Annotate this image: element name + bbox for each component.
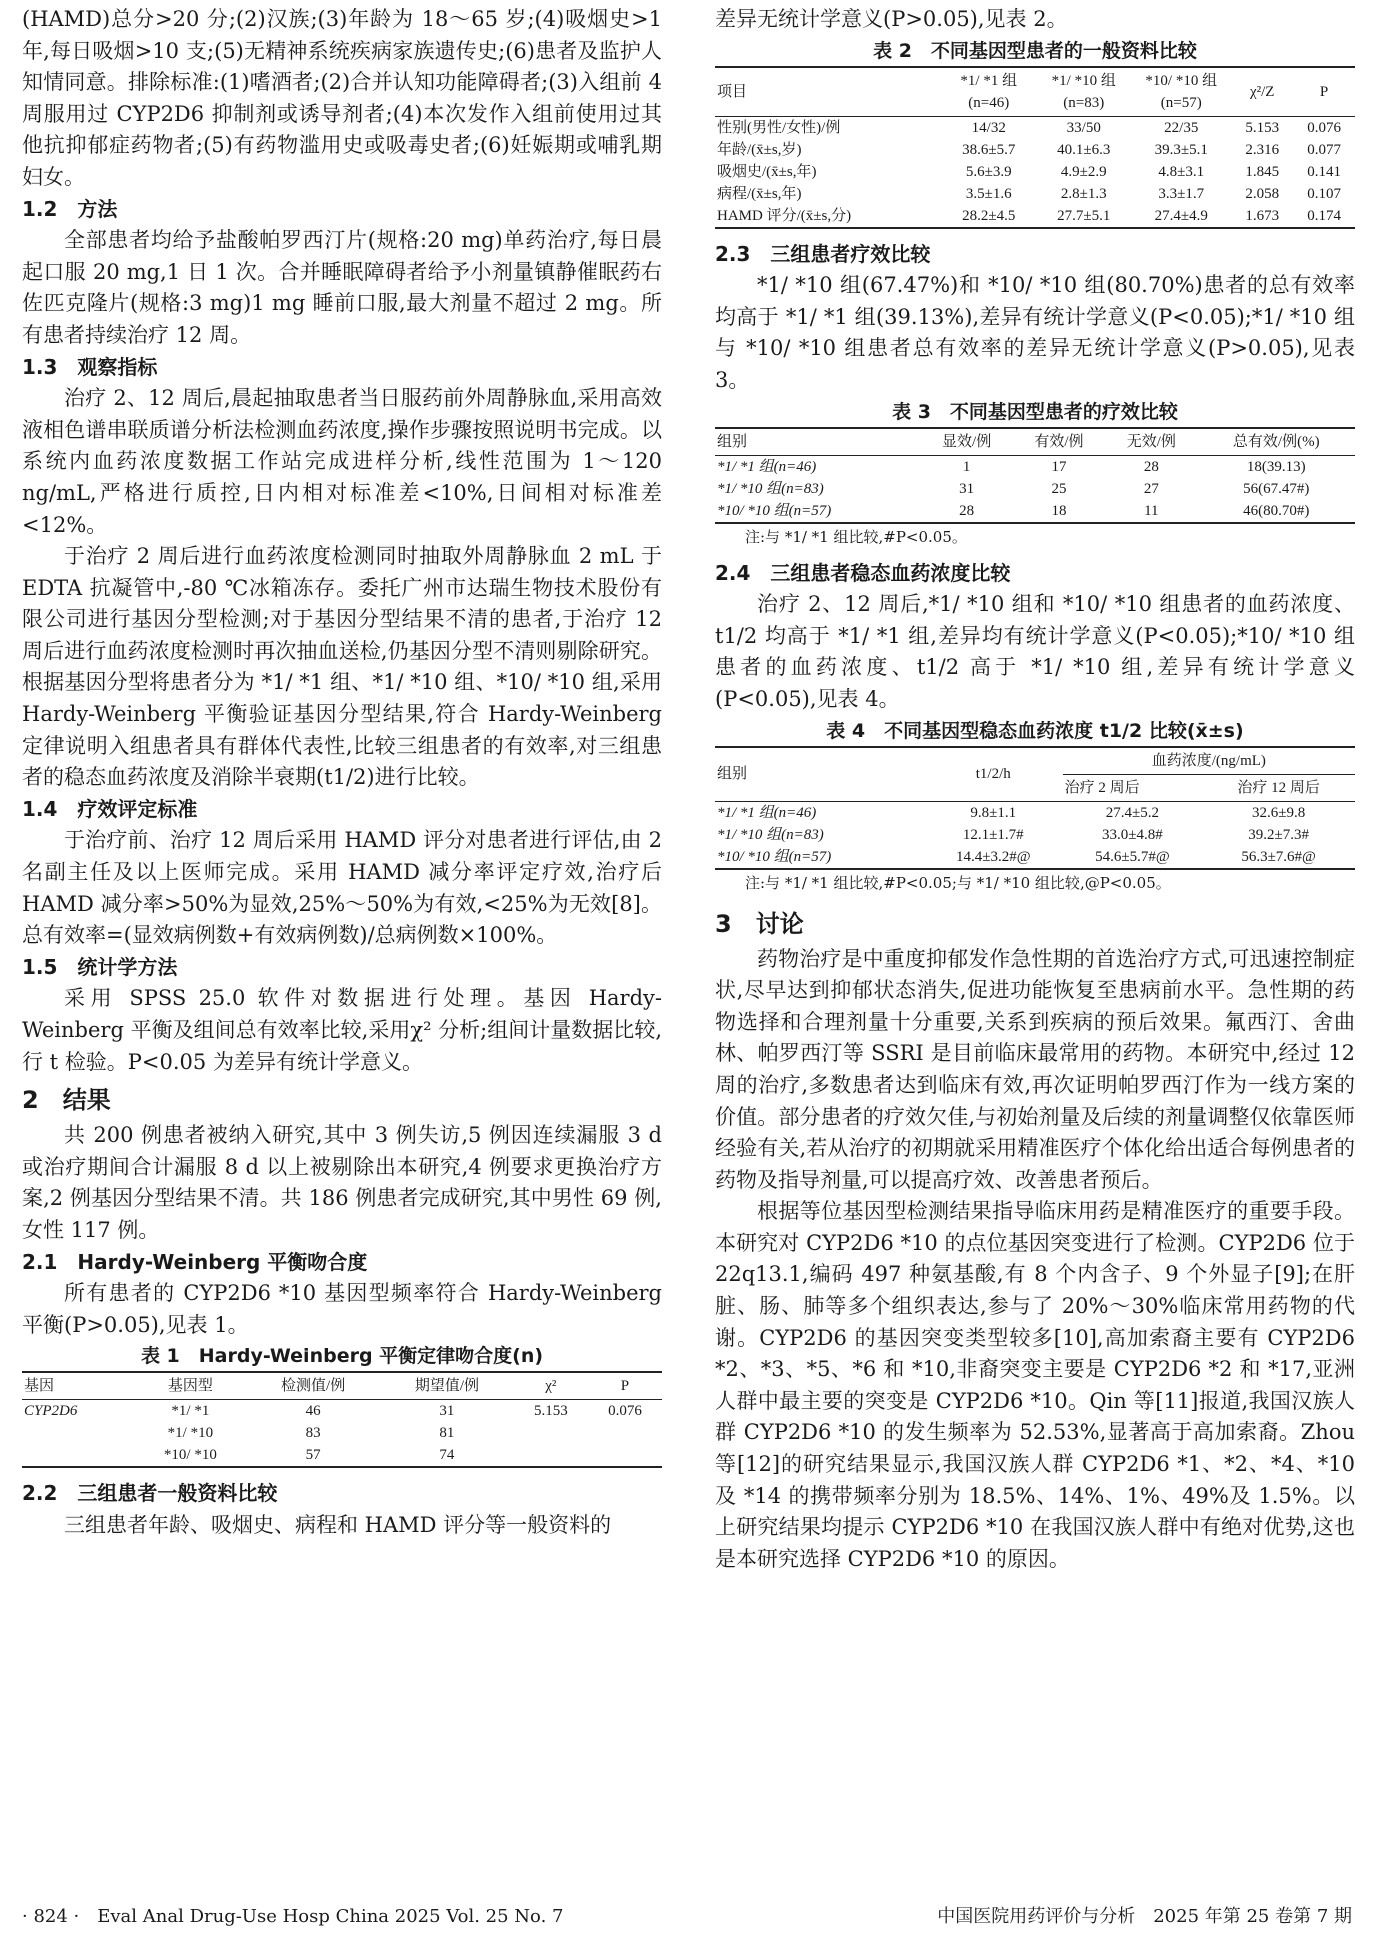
right-column — [715, 4, 1355, 1575]
table-cell: 27.4±4.9 — [1154, 207, 1208, 224]
table-cell: 56(67.47#) — [1243, 480, 1310, 497]
table-cell: 38.6±5.7 — [962, 141, 1016, 158]
table-row — [715, 139, 1355, 161]
paragraph: 采用 SPSS 25.0 软件对数据进行处理。基因 Hardy-Weinberg 平衡及组间总有效率比较,采用χ² 分析;组间计量数据比较,行 t 检验。P<0.05 为差异有统计学意义。 — [22, 986, 662, 1074]
table-cell: 5.153 — [1245, 119, 1280, 136]
table-cell: 17 — [1051, 458, 1067, 475]
section-heading: 2.4 三组患者稳态血药浓度比较 — [715, 560, 1011, 585]
page-footer — [22, 1902, 1352, 1928]
table-cell — [22, 1444, 135, 1467]
table-cell: 27 — [1143, 480, 1159, 497]
paragraph: (HAMD)总分>20 分;(2)汉族;(3)年龄为 18～65 岁;(4)吸烟史>1年,每日吸烟>10 支;(5)无精神系统疾病家族遗传史;(6)患者及监护人知情同意。排除标准:(1)嗜酒者;(2)合并认知功能障碍者;(3)入组前 4 周服用过 CYP2D6 抑制剂或诱导剂者;(4)本次发作入组前使用过其他抗抑郁症药物者;(5)有药物滥用史或吸毒史者;(6)妊娠期或哺乳期妇女。 — [22, 7, 662, 189]
table-1 — [22, 1371, 662, 1468]
table-cell: 0.077 — [1307, 141, 1341, 158]
table-cell: 33/50 — [1066, 119, 1101, 136]
table-cell: 18 — [1051, 502, 1067, 519]
table-cell: 0.076 — [1307, 119, 1341, 136]
table-note: 注:与 *1/ *1 组比较,#P<0.05。 — [745, 527, 967, 546]
table-cell: 5.6±3.9 — [965, 163, 1012, 180]
table-row — [715, 824, 1355, 846]
table-cell: 18(39.13) — [1246, 458, 1306, 475]
table-row — [715, 846, 1355, 869]
table-cell: 32.6±9.8 — [1251, 804, 1306, 821]
col-header: 总有效/例(%) — [1197, 428, 1355, 456]
table-cell: 9.8±1.1 — [970, 804, 1017, 821]
table-cell: 性别(男性/女性)/例 — [717, 119, 841, 136]
table-cell: 22/35 — [1164, 119, 1199, 136]
table-row — [22, 1444, 662, 1467]
table-cell: 39.2±7.3# — [1248, 826, 1309, 843]
table-cell: 0.174 — [1307, 207, 1341, 224]
col-header: 期望值/例 — [380, 1372, 514, 1400]
table-cell: HAMD 评分/(x̄±s,分) — [717, 207, 852, 224]
table-cell: *1/ *10 组(n=83) — [717, 826, 824, 843]
table-cell: 56.3±7.6#@ — [1241, 848, 1316, 865]
section-heading: 3 讨论 — [715, 909, 804, 938]
table-cell: 3.3±1.7 — [1158, 185, 1205, 202]
paragraph: 根据等位基因型检测结果指导临床用药是精准医疗的重要手段。本研究对 CYP2D6 *10 的点位基因突变进行了检测。CYP2D6 位于 22q13.1,编码 497 种氨基酸,有 8 个内含子、9 个外显子[9];在肝脏、肠、肺等多个组织表达,参与了 20%～30%临床常用药物的代谢。CYP2D6 的基因突变类型较多[10],高加索裔主要有 CYP2D6 *2、*3、*5、*6 和 *10,非裔突变主要是 CYP2D6 *2 和 *17,亚洲人群中最主要的突变是 CYP2D6 *10。Qin 等[11]报道,我国汉族人群 CYP2D6 *10 的发生频率为 52.53%,显著高于高加索裔。Zhou 等[12]的研究结果显示,我国汉族人群 CYP2D6 *1、*2、*4、*10 及 *14 的携带频率分别为 18.5%、14%、1%、49%及 1.5%。以上研究结果均提示 CYP2D6 *10 在我国汉族人群中有绝对优势,这也是本研究选择 CYP2D6 *10 的原因。 — [715, 1199, 1355, 1571]
table-cell: 2.058 — [1245, 185, 1280, 202]
section-heading: 1.5 统计学方法 — [22, 954, 178, 979]
table-cell: 54.6±5.7#@ — [1095, 848, 1170, 865]
table-cell — [514, 1422, 588, 1444]
col-header: 组别 — [715, 747, 924, 802]
table-cell: CYP2D6 — [24, 1403, 78, 1420]
table-cell: 40.1±6.3 — [1057, 141, 1111, 158]
col-header: 组别 — [715, 428, 920, 456]
table-cell: 83 — [305, 1425, 321, 1442]
table-caption: 表 3 不同基因型患者的疗效比较 — [892, 400, 1178, 423]
table-row — [715, 205, 1355, 228]
paragraph: 全部患者均给予盐酸帕罗西汀片(规格:20 mg)单药治疗,每日晨起口服 20 mg,1 日 1 次。合并睡眠障碍者给予小剂量镇静催眠药右佐匹克隆片(规格:3 mg)1 mg 睡前口服,最大剂量不超过 2 mg。所有患者持续治疗 12 周。 — [22, 228, 662, 347]
col-header: 有效/例 — [1013, 428, 1105, 456]
footer-journal-en: · 824 · Eval Anal Drug-Use Hosp China 2025 Vol. 25 No. 7 — [22, 1906, 564, 1927]
table-cell: 1 — [962, 458, 971, 475]
paragraph: 药物治疗是中重度抑郁发作急性期的首选治疗方式,可迅速控制症状,尽早达到抑郁状态消失,促进功能恢复至患病前水平。急性期的药物选择和合理剂量十分重要,关系到疾病的预后效果。氟西汀、舍曲林、帕罗西汀等 SSRI 是目前临床最常用的药物。本研究中,经过 12 周的治疗,多数患者达到临床有效,再次证明帕罗西汀作为一线方案的价值。部分患者的疗效欠佳,与初始剂量及后续的剂量调整仅依靠医师经验有关,若从治疗的初期就采用精准医疗个体化给出适合每例患者的药物及指导剂量,可以提高疗效、改善患者预后。 — [715, 946, 1355, 1192]
table-cell: 4.8±3.1 — [1158, 163, 1205, 180]
section-heading: 1.4 疗效评定标准 — [22, 796, 198, 821]
paragraph: 治疗 2、12 周后,*1/ *10 组和 *10/ *10 组患者的血药浓度、t1/2 均高于 *1/ *1 组,差异均有统计学意义(P<0.05);*10/ *10 组患者的血药浓度、t1/2 高于 *1/ *10 组,差异有统计学意义(P<0.05),见表 4。 — [715, 592, 1355, 711]
table-cell: 1.845 — [1245, 163, 1280, 180]
table-cell: 74 — [439, 1447, 455, 1464]
table-cell: 12.1±1.7# — [962, 826, 1024, 843]
left-column — [22, 4, 662, 1542]
table-cell: *10/ *10 组(n=57) — [717, 502, 832, 519]
table-cell: 0.141 — [1307, 163, 1341, 180]
table-4 — [715, 746, 1355, 870]
table-cell: 14/32 — [971, 119, 1006, 136]
paragraph: 于治疗前、治疗 12 周后采用 HAMD 评分对患者进行评估,由 2 名副主任及以上医师完成。采用 HAMD 减分率评定疗效,治疗后 HAMD 减分率>50%为显效,25%～50%为有效,<25%为无效[8]。总有效率=(显效病例数+有效病例数)/总病例数×100%。 — [22, 828, 662, 948]
table-cell: 57 — [305, 1447, 321, 1464]
table-cell — [22, 1422, 135, 1444]
table-cell — [588, 1422, 662, 1444]
col-header: *1/ *10 组 (n=83) — [1036, 67, 1131, 117]
paragraph: 差异无统计学意义(P>0.05),见表 2。 — [715, 7, 1068, 31]
section-heading: 1.2 方法 — [22, 196, 118, 221]
table-note: 注:与 *1/ *1 组比较,#P<0.05;与 *1/ *10 组比较,@P<0.05。 — [745, 873, 1171, 892]
table-row — [715, 183, 1355, 205]
table-cell: 27.4±5.2 — [1105, 804, 1160, 821]
table-caption: 表 1 Hardy-Weinberg 平衡定律吻合度(n) — [140, 1345, 544, 1368]
table-cell: *1/ *1 — [171, 1403, 210, 1420]
table-row — [715, 161, 1355, 183]
table-cell: 46 — [305, 1403, 321, 1420]
table-cell: 33.0±4.8# — [1102, 826, 1163, 843]
table-cell: 吸烟史/(x̄±s,年) — [717, 163, 817, 180]
table-2 — [715, 66, 1355, 229]
section-heading: 2.1 Hardy-Weinberg 平衡吻合度 — [22, 1249, 368, 1274]
table-cell — [588, 1444, 662, 1467]
col-header: 治疗 12 周后 — [1202, 774, 1355, 801]
table-caption: 表 2 不同基因型患者的一般资料比较 — [873, 39, 1197, 62]
table-row — [715, 455, 1355, 478]
table-cell: 11 — [1144, 502, 1159, 519]
table-cell: 25 — [1051, 480, 1067, 497]
table-cell: 31 — [439, 1403, 455, 1420]
paragraph: 所有患者的 CYP2D6 *10 基因型频率符合 Hardy-Weinberg 平衡(P>0.05),见表 1。 — [22, 1281, 662, 1337]
table-cell: 27.7±5.1 — [1057, 207, 1111, 224]
col-header: *10/ *10 组 (n=57) — [1131, 67, 1231, 117]
col-header: χ²/Z — [1231, 67, 1293, 117]
table-cell: 年龄/(x̄±s,岁) — [717, 141, 802, 158]
col-header: P — [588, 1372, 662, 1400]
col-header: *1/ *1 组 (n=46) — [941, 67, 1036, 117]
col-header: 项目 — [715, 67, 941, 117]
table-cell: 4.9±2.9 — [1060, 163, 1107, 180]
col-header: P — [1293, 67, 1355, 117]
table-row — [22, 1422, 662, 1444]
table-cell: 0.107 — [1307, 185, 1341, 202]
table-cell: 5.153 — [533, 1403, 568, 1420]
table-cell: 病程/(x̄±s,年) — [717, 185, 802, 202]
paragraph: 三组患者年龄、吸烟史、病程和 HAMD 评分等一般资料的 — [64, 1512, 612, 1537]
table-cell: 31 — [959, 480, 975, 497]
table-3 — [715, 427, 1355, 524]
col-header: 血药浓度/(ng/mL) — [1063, 747, 1355, 775]
col-header: 无效/例 — [1105, 428, 1197, 456]
table-cell: *10/ *10 — [163, 1447, 217, 1464]
col-header: 基因型 — [135, 1372, 247, 1400]
table-cell: *1/ *1 组(n=46) — [717, 804, 817, 821]
section-heading: 2.2 三组患者一般资料比较 — [22, 1481, 278, 1506]
col-header: χ² — [514, 1372, 588, 1400]
table-caption: 表 4 不同基因型稳态血药浓度 t1/2 比较(x̄±s) — [826, 719, 1244, 742]
table-cell: 14.4±3.2#@ — [955, 848, 1031, 865]
table-cell: 28 — [959, 502, 975, 519]
table-cell: 2.316 — [1245, 141, 1280, 158]
table-cell: 3.5±1.6 — [965, 185, 1012, 202]
table-cell: *1/ *10 组(n=83) — [717, 480, 824, 497]
table-row — [715, 500, 1355, 523]
table-row — [22, 1400, 662, 1423]
table-cell: 28 — [1143, 458, 1159, 475]
table-row — [715, 116, 1355, 139]
table-cell: 39.3±5.1 — [1154, 141, 1208, 158]
paragraph: 于治疗 2 周后进行血药浓度检测同时抽取外周静脉血 2 mL 于 EDTA 抗凝管中,-80 ℃冰箱冻存。委托广州市达瑞生物技术股份有限公司进行基因分型检测;对于基因分型结果不清的患者,于治疗 12 周后进行血药浓度检测时再次抽血送检,仍基因分型不清则剔除研究。根据基因分型将患者分为 *1/ *1 组、*1/ *10 组、*10/ *10 组,采用 Hardy-Weinberg 平衡验证基因分型结果,符合 Hardy-Weinberg 定律说明入组患者具有群体代表性,比较三组患者的有效率,对三组患者的稳态血药浓度及消除半衰期(t1/2)进行比较。 — [22, 544, 662, 790]
col-header: 检测值/例 — [246, 1372, 380, 1400]
col-header: t1/2/h — [924, 747, 1063, 802]
paragraph: *1/ *10 组(67.47%)和 *10/ *10 组(80.70%)患者的总有效率均高于 *1/ *1 组(39.13%),差异有统计学意义(P<0.05);*1/ *10 组与 *10/ *10 组患者总有效率的差异无统计学意义(P>0.05),见表 3。 — [715, 273, 1355, 392]
footer-journal-cn: 中国医院用药评价与分析 2025 年第 25 卷第 7 期 — [937, 1906, 1352, 1927]
table-cell: 46(80.70#) — [1243, 502, 1310, 519]
paragraph: 治疗 2、12 周后,晨起抽取患者当日服药前外周静脉血,采用高效液相色谱串联质谱分析法检测血药浓度,操作步骤按照说明书完成。以系统内血药浓度数据工作站完成进样分析,线性范围为 1～120 ng/mL,严格进行质控,日内相对标准差<10%,日间相对标准差<12%。 — [22, 386, 662, 537]
table-cell: 0.076 — [608, 1403, 642, 1420]
table-cell: *10/ *10 组(n=57) — [717, 848, 832, 865]
table-cell: 28.2±4.5 — [962, 207, 1016, 224]
table-cell: 2.8±1.3 — [1060, 185, 1107, 202]
section-heading: 2.3 三组患者疗效比较 — [715, 241, 931, 266]
col-header: 基因 — [22, 1372, 135, 1400]
table-cell: *1/ *10 — [167, 1425, 214, 1442]
col-header: 治疗 2 周后 — [1063, 774, 1203, 801]
col-header: 显效/例 — [920, 428, 1012, 456]
paragraph: 共 200 例患者被纳入研究,其中 3 例失访,5 例因连续漏服 3 d 或治疗期间合计漏服 8 d 以上被剔除出本研究,4 例要求更换治疗方案,2 例基因分型结果不清。共 186 例患者完成研究,其中男性 69 例,女性 117 例。 — [22, 1123, 662, 1242]
table-cell: 81 — [439, 1425, 455, 1442]
section-heading: 1.3 观察指标 — [22, 354, 158, 379]
table-cell: *1/ *1 组(n=46) — [717, 458, 817, 475]
table-cell: 1.673 — [1245, 207, 1280, 224]
table-row — [715, 801, 1355, 824]
table-row — [715, 478, 1355, 500]
section-heading: 2 结果 — [22, 1086, 111, 1115]
table-cell — [514, 1444, 588, 1467]
